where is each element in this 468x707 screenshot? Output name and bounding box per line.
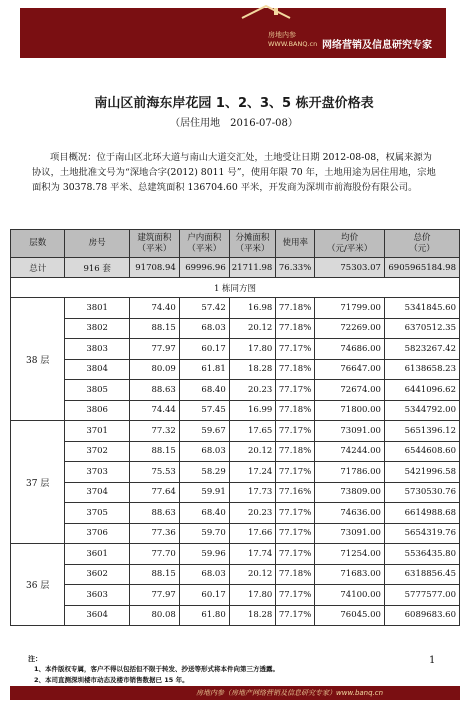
table-cell: 57.42: [179, 298, 229, 319]
table-cell: 77.32: [129, 421, 179, 442]
table-cell: 17.74: [229, 544, 276, 565]
table-cell: 60.17: [179, 339, 229, 360]
floor-cell: 36 层: [11, 544, 65, 626]
table-cell: 75.53: [129, 462, 179, 483]
section-row: [11, 278, 460, 298]
table-cell: 5651396.12: [384, 421, 459, 442]
table-cell: 17.80: [229, 339, 276, 360]
table-cell: 76045.00: [315, 605, 385, 626]
table-cell: 5730530.76: [384, 482, 459, 503]
table-cell: 88.15: [129, 441, 179, 462]
table-cell: 17.73: [229, 482, 276, 503]
total-cell: 75303.07: [315, 258, 385, 278]
column-header: 总价 （元）: [384, 230, 459, 258]
table-row: [11, 482, 460, 503]
footer-band-text: 房地内参（房地产网络营销及信息研究专家）www.banq.cn: [196, 689, 384, 697]
table-cell: 59.67: [179, 421, 229, 442]
table-cell: 77.17%: [276, 421, 315, 442]
table-cell: 72269.00: [315, 318, 385, 339]
total-cell: 69996.96: [179, 258, 229, 278]
room-number-cell: 3706: [65, 523, 129, 544]
table-cell: 77.17%: [276, 585, 315, 606]
table-cell: 71683.00: [315, 564, 385, 585]
table-cell: 17.24: [229, 462, 276, 483]
table-cell: 77.18%: [276, 318, 315, 339]
room-number-cell: 3602: [65, 564, 129, 585]
table-cell: 6089683.60: [384, 605, 459, 626]
table-cell: 72674.00: [315, 380, 385, 401]
table-cell: 68.40: [179, 503, 229, 524]
room-number-cell: 3805: [65, 380, 129, 401]
table-cell: 73091.00: [315, 421, 385, 442]
table-cell: 88.15: [129, 564, 179, 585]
table-cell: 6370512.35: [384, 318, 459, 339]
table-cell: 77.17%: [276, 380, 315, 401]
table-cell: 77.18%: [276, 564, 315, 585]
table-cell: 17.65: [229, 421, 276, 442]
room-number-cell: 3701: [65, 421, 129, 442]
table-cell: 74636.00: [315, 503, 385, 524]
brand-url: WWW.BANQ.cn: [268, 40, 318, 48]
room-number-cell: 3804: [65, 359, 129, 380]
table-cell: 5421996.58: [384, 462, 459, 483]
table-cell: 77.17%: [276, 605, 315, 626]
table-cell: 20.12: [229, 441, 276, 462]
total-cell: 21711.98: [229, 258, 276, 278]
floor-cell: 37 层: [11, 421, 65, 544]
table-row: [11, 298, 460, 319]
table-row: [11, 605, 460, 626]
column-header: 分摊面积 （平米）: [229, 230, 276, 258]
room-number-cell: 3704: [65, 482, 129, 503]
table-cell: 71799.00: [315, 298, 385, 319]
table-cell: 77.17%: [276, 339, 315, 360]
document-title: 南山区前海东岸花园 1、2、3、5 栋开盘价格表: [94, 96, 374, 111]
table-cell: 59.91: [179, 482, 229, 503]
table-header-row: [11, 230, 460, 258]
room-number-cell: 3702: [65, 441, 129, 462]
table-cell: 77.18%: [276, 298, 315, 319]
table-cell: 16.98: [229, 298, 276, 319]
document-subtitle: （居住用地 2016-07-08）: [170, 118, 298, 129]
room-number-cell: 3801: [65, 298, 129, 319]
total-cell: 76.33%: [276, 258, 315, 278]
total-cell: 6905965184.98: [384, 258, 459, 278]
table-cell: 61.81: [179, 359, 229, 380]
table-cell: 77.18%: [276, 400, 315, 421]
room-number-cell: 3604: [65, 605, 129, 626]
table-cell: 77.17%: [276, 503, 315, 524]
table-cell: 73809.00: [315, 482, 385, 503]
table-cell: 57.45: [179, 400, 229, 421]
column-header: 建筑面积 （平米）: [129, 230, 179, 258]
table-cell: 71254.00: [315, 544, 385, 565]
table-row: [11, 544, 460, 565]
table-cell: 68.03: [179, 318, 229, 339]
header-tagline: 网络营销及信息研究专家: [322, 40, 432, 51]
table-cell: 61.80: [179, 605, 229, 626]
table-cell: 17.66: [229, 523, 276, 544]
table-cell: 6318856.45: [384, 564, 459, 585]
table-row: [11, 564, 460, 585]
table-cell: 20.12: [229, 318, 276, 339]
house-roof-icon: [236, 4, 296, 28]
table-cell: 60.17: [179, 585, 229, 606]
total-cell: 总计: [11, 258, 65, 278]
table-cell: 77.64: [129, 482, 179, 503]
total-cell: 91708.94: [129, 258, 179, 278]
table-cell: 59.70: [179, 523, 229, 544]
table-row: [11, 462, 460, 483]
table-cell: 18.28: [229, 605, 276, 626]
table-cell: 77.36: [129, 523, 179, 544]
table-cell: 77.70: [129, 544, 179, 565]
total-row: [11, 258, 460, 278]
table-row: [11, 523, 460, 544]
table-cell: 20.23: [229, 503, 276, 524]
table-row: [11, 585, 460, 606]
table-cell: 74100.00: [315, 585, 385, 606]
table-cell: 71800.00: [315, 400, 385, 421]
table-cell: 74.40: [129, 298, 179, 319]
table-cell: 6138658.23: [384, 359, 459, 380]
table-cell: 77.97: [129, 339, 179, 360]
table-row: [11, 421, 460, 442]
column-header: 使用率: [276, 230, 315, 258]
table-cell: 76647.00: [315, 359, 385, 380]
table-cell: 6544608.60: [384, 441, 459, 462]
table-cell: 68.03: [179, 441, 229, 462]
table-cell: 6614988.68: [384, 503, 459, 524]
table-cell: 77.17%: [276, 544, 315, 565]
table-cell: 5654319.76: [384, 523, 459, 544]
table-cell: 68.03: [179, 564, 229, 585]
table-cell: 5536435.80: [384, 544, 459, 565]
table-cell: 20.23: [229, 380, 276, 401]
table-cell: 77.17%: [276, 462, 315, 483]
table-cell: 80.08: [129, 605, 179, 626]
table-row: [11, 503, 460, 524]
table-cell: 6441096.62: [384, 380, 459, 401]
table-cell: 58.29: [179, 462, 229, 483]
table-cell: 74244.00: [315, 441, 385, 462]
table-cell: 88.63: [129, 380, 179, 401]
footer-note: 1、本件版权专属，客户不得以包括但不限于转发、抄送等形式将本件向第三方透露。: [34, 665, 280, 673]
table-cell: 77.18%: [276, 359, 315, 380]
floor-cell: 38 层: [11, 298, 65, 421]
column-header: 层数: [11, 230, 65, 258]
room-number-cell: 3703: [65, 462, 129, 483]
footer-note: 2、本司直测深圳楼市动态及楼市销售数据已 15 年。: [34, 676, 189, 684]
table-row: [11, 339, 460, 360]
table-cell: 5823267.42: [384, 339, 459, 360]
table-cell: 16.99: [229, 400, 276, 421]
table-cell: 77.17%: [276, 523, 315, 544]
project-overview: 项目概况：位于南山区北环大道与南山大道交汇处，土地受让日期 2012-08-08，权属来源为协议，土地批准文号为“深地合字(2012) 8011 号”，使用年限 70 年，土地用途为居住用地，宗地面积为 30378.78 平米、总建筑面积 136704.60 平米，开发商为深圳市前海股份有限公司。: [32, 152, 436, 193]
total-cell: 916 套: [65, 258, 129, 278]
column-header: 均价 （元/平米）: [315, 230, 385, 258]
column-header: 房号: [65, 230, 129, 258]
table-cell: 77.16%: [276, 482, 315, 503]
room-number-cell: 3806: [65, 400, 129, 421]
table-row: [11, 359, 460, 380]
table-row: [11, 318, 460, 339]
table-cell: 71786.00: [315, 462, 385, 483]
table-cell: 88.63: [129, 503, 179, 524]
table-row: [11, 441, 460, 462]
table-cell: 77.18%: [276, 441, 315, 462]
table-cell: 59.96: [179, 544, 229, 565]
table-cell: 68.40: [179, 380, 229, 401]
table-row: [11, 380, 460, 401]
section-title: 1 栋同方图: [11, 278, 460, 298]
table-cell: 74686.00: [315, 339, 385, 360]
table-cell: 5344792.00: [384, 400, 459, 421]
table-cell: 88.15: [129, 318, 179, 339]
room-number-cell: 3601: [65, 544, 129, 565]
table-cell: 5341845.60: [384, 298, 459, 319]
room-number-cell: 3802: [65, 318, 129, 339]
room-number-cell: 3705: [65, 503, 129, 524]
table-cell: 74.44: [129, 400, 179, 421]
table-cell: 20.12: [229, 564, 276, 585]
price-table: [10, 229, 460, 626]
table-cell: 5777577.00: [384, 585, 459, 606]
page-number: 1: [429, 655, 436, 666]
table-cell: 80.09: [129, 359, 179, 380]
footer-note-label: 注：: [28, 655, 42, 663]
brand-name: 房地内参: [268, 31, 296, 39]
table-cell: 17.80: [229, 585, 276, 606]
room-number-cell: 3603: [65, 585, 129, 606]
room-number-cell: 3803: [65, 339, 129, 360]
table-cell: 77.97: [129, 585, 179, 606]
table-row: [11, 400, 460, 421]
column-header: 户内面积 （平米）: [179, 230, 229, 258]
table-cell: 18.28: [229, 359, 276, 380]
table-cell: 73091.00: [315, 523, 385, 544]
